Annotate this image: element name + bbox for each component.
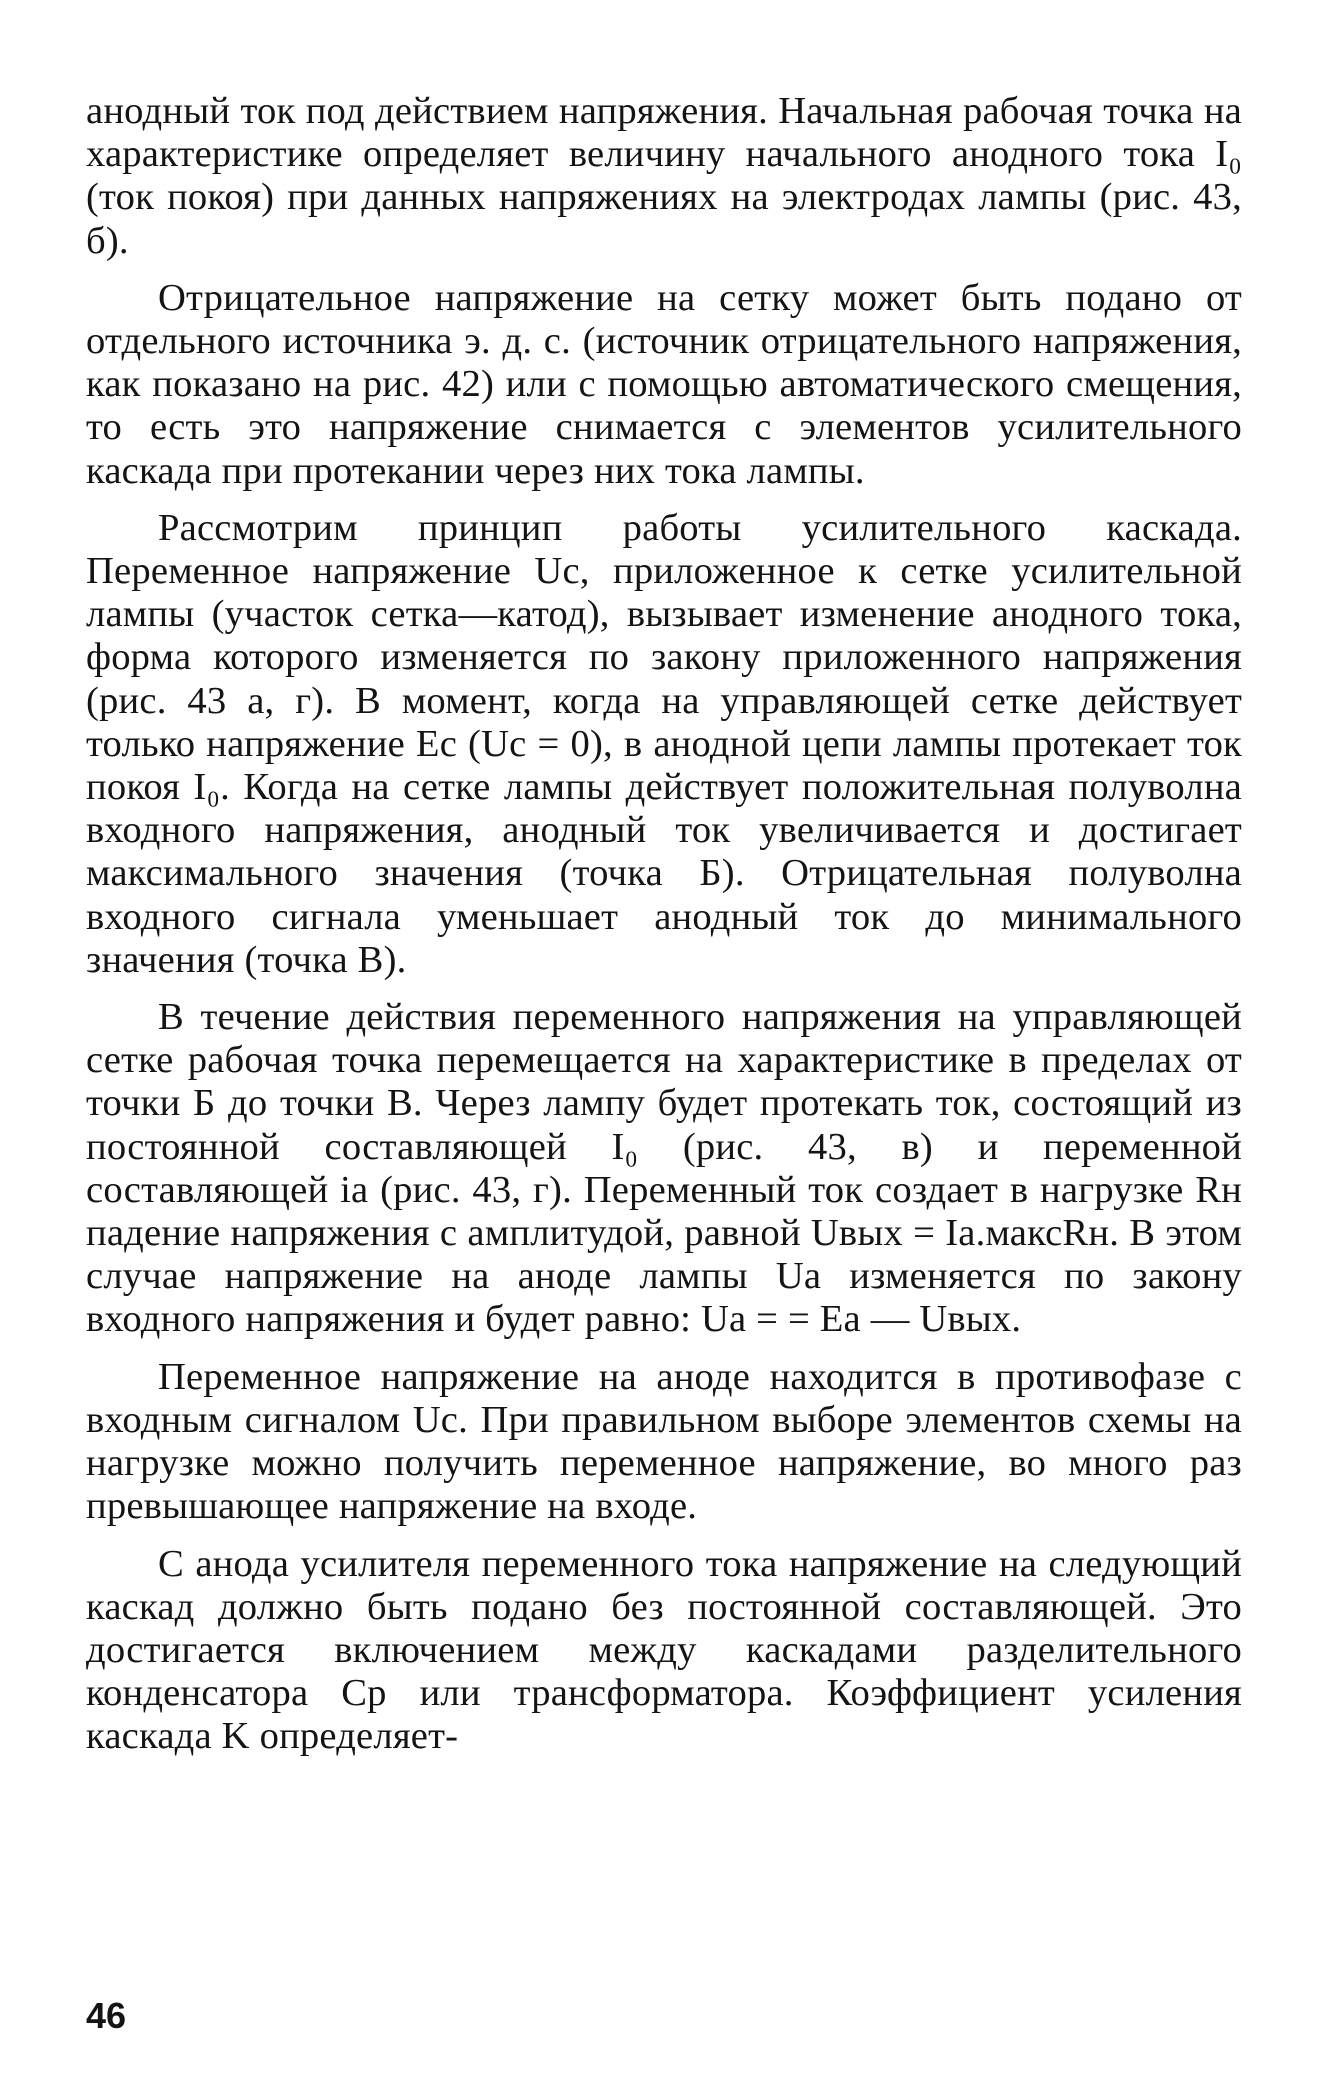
paragraph-6: С анода усилителя переменного тока напряжение на следующий каскад должно быть подано без постоянной составляющей. Это достигается включением между каскадами разделительного конденсатора Cр или трансформатора. Коэффициент усиления каскада K определяет- [86, 1542, 1242, 1758]
paragraph-2: Отрицательное напряжение на сетку может быть подано от отдельного источника э. д. с. (источник отрицательного напряжения, как показано на рис. 42) или с помощью автоматического смещения, то есть это напряжение снимается с элементов усилительного каскада при протекании через них тока лампы. [86, 276, 1242, 492]
paragraph-3: Рассмотрим принцип работы усилительного каскада. Переменное напряжение Uс, приложенное к сетке усилительной лампы (участок сетка—катод), вызывает изменение анодного тока, форма которого изменяется по закону приложенного напряжения (рис. 43 а, г). В момент, когда на управляющей сетке действует только напряжение Eс (Uс = 0), в анодной цепи лампы протекает ток покоя I₀. Когда на сетке лампы действует положительная полуволна входного напряжения, анодный ток увеличивается и достигает максимального значения (точка Б). Отрицательная полуволна входного сигнала уменьшает анодный ток до минимального значения (точка В). [86, 506, 1242, 981]
page-number: 46 [86, 1995, 127, 2036]
paragraph-4: В течение действия переменного напряжения на управляющей сетке рабочая точка перемещается на характеристике в пределах от точки Б до точки В. Через лампу будет протекать ток, состоящий из постоянной составляющей I₀ (рис. 43, в) и переменной составляющей iа (рис. 43, г). Переменный ток создает в нагрузке Rн падение напряжения с амплитудой, равной Uвых = Iа.максRн. В этом случае напряжение на аноде лампы Uа изменяется по закону входного напряжения и будет равно: Uа = = Eа — Uвых. [86, 996, 1242, 1341]
paragraph-5: Переменное напряжение на аноде находится в противофазе с входным сигналом Uс. При правильном выборе элементов схемы на нагрузке можно получить переменное напряжение, во много раз превышающее напряжение на входе. [86, 1355, 1242, 1528]
paragraph-1: анодный ток под действием напряжения. Начальная рабочая точка на характеристике определяет величину начального анодного тока I₀ (ток покоя) при данных напряжениях на электродах лампы (рис. 43, б). [86, 90, 1242, 262]
